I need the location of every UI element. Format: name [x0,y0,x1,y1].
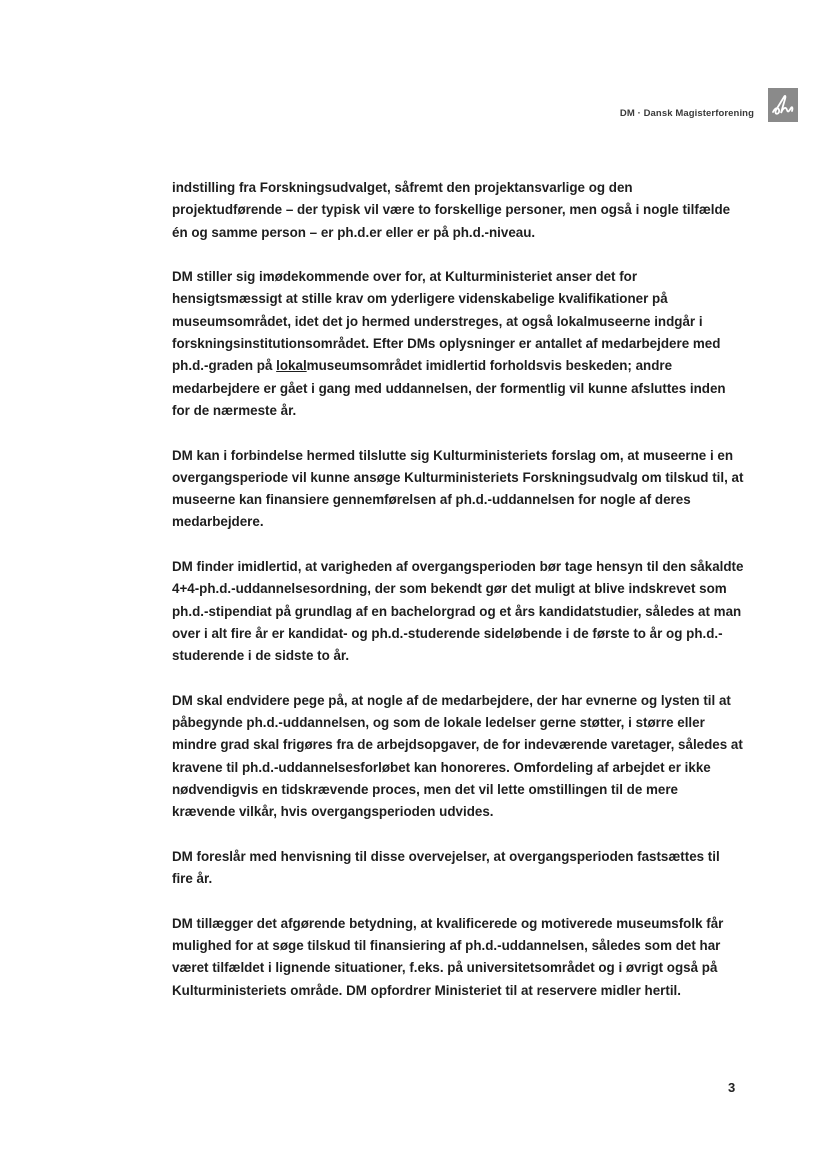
paragraph-4: DM finder imidlertid, at varigheden af overgangsperioden bør tage hensyn til den såkaldte 4+4-ph.d.-uddannelsesordning, der som bekendt gør det muligt at blive indskrevet som ph.d.-stipendiat på grundlag af en bachelorgrad og et års kandidatstudier, således at man over i alt fire år er kandidat- og ph.d.-studerende sideløbende i de første to år og ph.d.-studerende i de sidste to år. [172,559,744,664]
organization-name: DM · Dansk Magisterforening [619,107,754,119]
page-number: 3 [728,1080,736,1095]
underlined-word: lokal [276,358,307,374]
paragraph-2-part-1: DM stiller sig imødekommende over for, at Kulturministeriet anser det for hensigtsmæssigt at stille krav om yderligere videnskabelige kvalifikationer på museumsområdet, idet det jo hermed understreges, at også lokalmuseerne indgår i forskningsinstitutionsområdet. Efter DMs oplysninger er antallet af medarbejdere med ph.d.-graden på [172,269,721,374]
paragraph-1: indstilling fra Forskningsudvalget, såfremt den projektansvarlige og den projektudførende – der typisk vil være to forskellige personer, men også i nogle tilfælde én og samme person – er ph.d.er eller er på ph.d.-niveau. [172,180,731,240]
paragraph-5: DM skal endvidere pege på, at nogle af de medarbejdere, der har evnerne og lysten til at påbegynde ph.d.-uddannelsen, og som de lokale ledelser gerne støtter, i større eller mindre grad skal frigøres fra de arbejdsopgaver, de for indeværende varetager, således at kravene til ph.d.-uddannelsesforløbet kan honoreres. Omfordeling af arbejdet er ikke nødvendigvis en tidskrævende proces, men det vil lette omstillingen til de mere krævende vilkår, hvis overgangsperioden udvides. [172,692,743,820]
dm-signature-logo-icon [768,88,798,122]
letter-body [172,177,744,1024]
page-header [620,88,798,122]
paragraph-6: DM foreslår med henvisning til disse overvejelser, at overgangsperioden fastsættes til fire år. [172,848,720,887]
paragraph-2 [172,266,744,422]
paragraph-2-part-2: museumsområdet imidlertid forholdsvis beskeden; andre medarbejdere er gået i gang med uddannelsen, der formentlig vil kunne afsluttes inden for de nærmeste år. [172,358,726,418]
paragraph-7: DM tillægger det afgørende betydning, at kvalificerede og motiverede museumsfolk får mulighed for at søge tilskud til finansiering af ph.d.-uddannelsen, således som det har været tilfældet i lignende situationer, f.eks. på universitetsområdet og i øvrigt også på Kulturministeriets område. DM opfordrer Ministeriet til at reservere midler hertil. [172,915,724,998]
paragraph-3: DM kan i forbindelse hermed tilslutte sig Kulturministeriets forslag om, at museerne i en overgangsperiode vil kunne ansøge Kulturministeriets Forskningsudvalg om tilskud til, at museerne kan finansiere gennemførelsen af ph.d.-uddannelsen for nogle af deres medarbejdere. [172,447,744,530]
